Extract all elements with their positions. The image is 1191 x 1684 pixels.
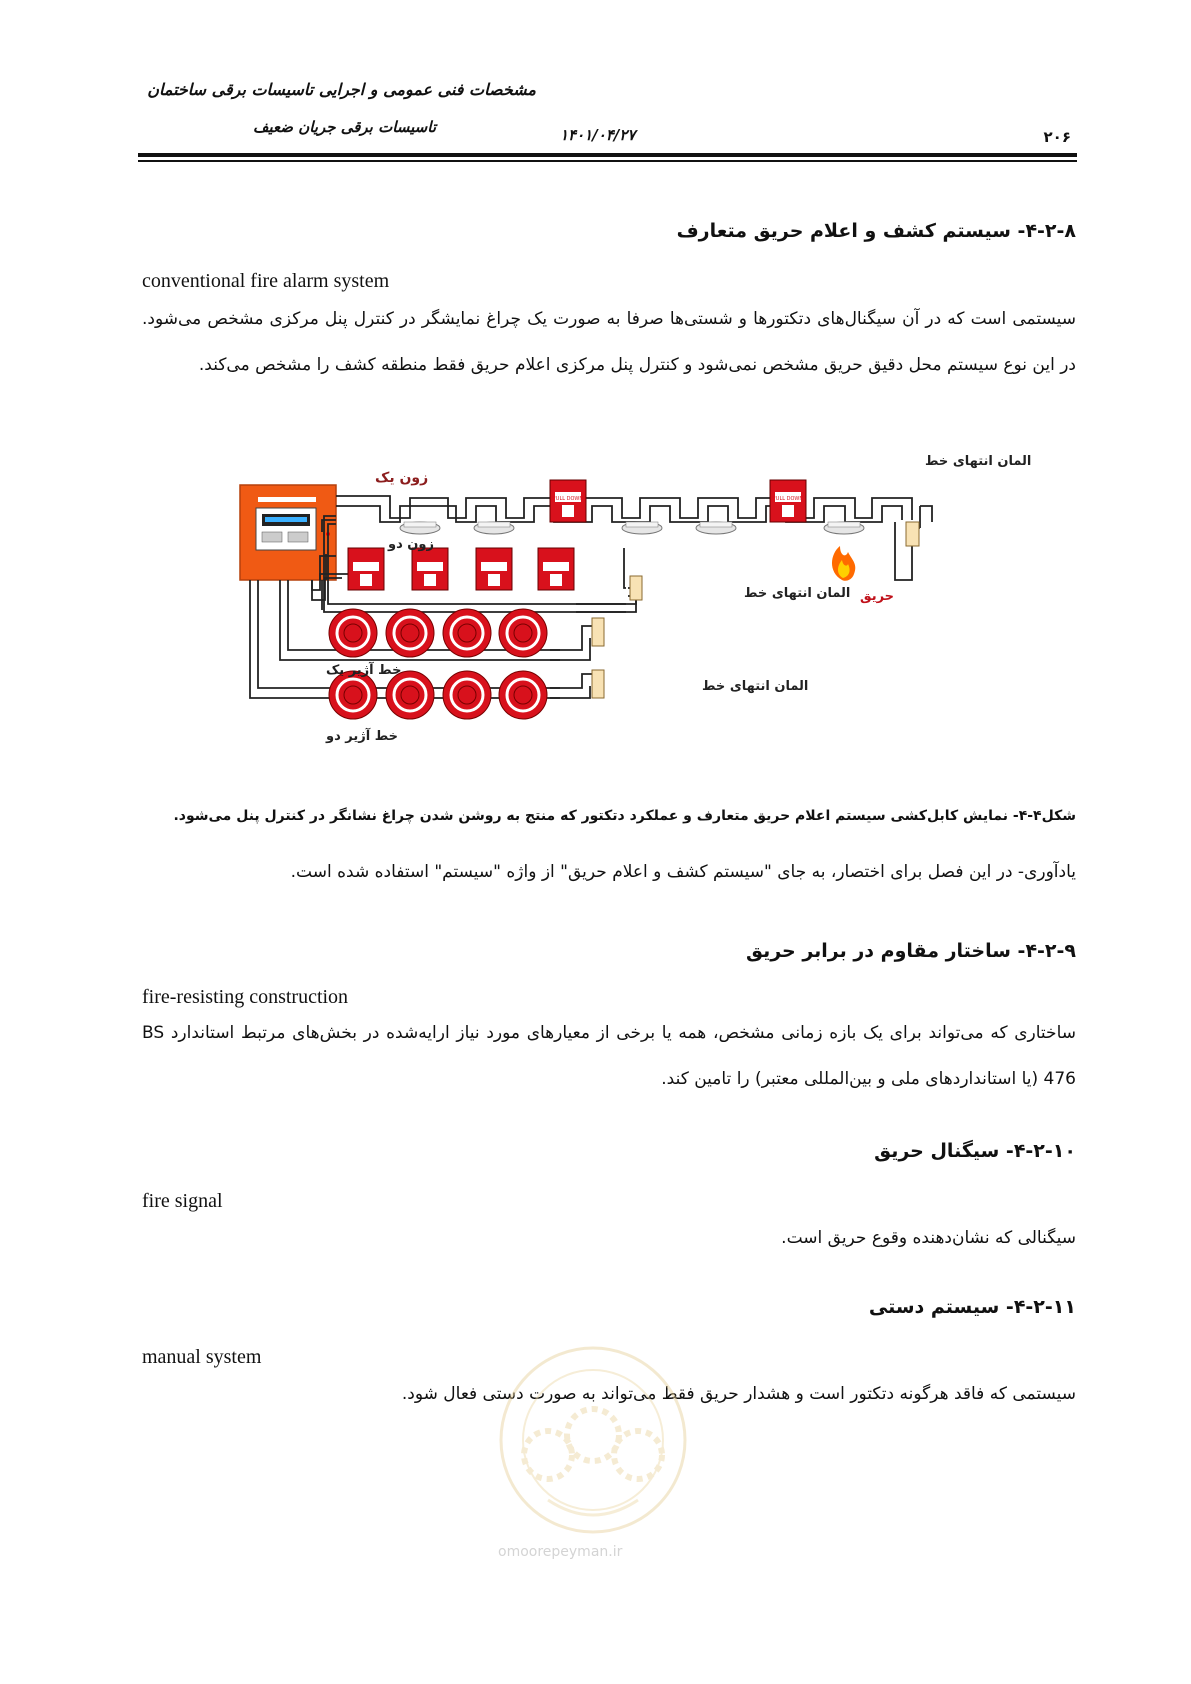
section-heading: ۴-۲-۹- ساختار مقاوم در برابر حریق bbox=[745, 940, 1076, 962]
watermark-text: omoorepeyman.ir bbox=[498, 1544, 623, 1560]
manual-call-point-icon bbox=[770, 480, 806, 522]
end-of-line-label: المان انتهای خط bbox=[744, 586, 851, 601]
section-heading: ۴-۲-۸- سیستم کشف و اعلام حریق متعارف bbox=[676, 220, 1076, 242]
zone-one-devices bbox=[400, 480, 919, 546]
smoke-detector-icon bbox=[622, 522, 662, 534]
book-title: مشخصات فنی عمومی و اجرایی تاسیسات برقی ساختمان bbox=[147, 80, 536, 99]
end-of-line-resistor-icon bbox=[630, 576, 642, 600]
header-rule-thin bbox=[138, 160, 1077, 162]
smoke-detector-icon bbox=[474, 522, 514, 534]
zone-one-label: زون یک bbox=[375, 470, 429, 486]
section-body: ساختاری که می‌تواند برای یک بازه زمانی مشخص، همه یا برخی از معیارهای مورد نیاز ارایه‌شده در بخش‌های مرتبط استاندارد BS 476 (یا استانداردهای ملی و بین‌المللی معتبر) را تامین کند. bbox=[142, 1023, 1076, 1089]
watermark-seal-icon bbox=[488, 1340, 698, 1540]
end-of-line-resistor-icon bbox=[592, 618, 604, 646]
manual-call-point-icon bbox=[348, 548, 384, 590]
mcp-label: FULL DOWN bbox=[772, 496, 804, 502]
manual-call-point-icon bbox=[550, 480, 586, 522]
note-text: یادآوری- در این فصل برای اختصار، به جای "سیستم کشف و اعلام حریق" از واژه "سیستم" استفاده شده است. bbox=[290, 862, 1076, 882]
manual-call-point-icon bbox=[412, 548, 448, 590]
smoke-detector-icon bbox=[696, 522, 736, 534]
manual-call-point-icon bbox=[538, 548, 574, 590]
fire-flame-icon bbox=[832, 546, 855, 581]
zone-two-devices bbox=[348, 548, 642, 600]
english-term: fire-resisting construction bbox=[142, 986, 349, 1008]
siren-icon bbox=[329, 671, 377, 719]
siren-icon bbox=[329, 609, 377, 657]
smoke-detector-icon bbox=[824, 522, 864, 534]
end-of-line-resistor-icon bbox=[592, 670, 604, 698]
siren-line-one-label: خط آژیر یک bbox=[326, 663, 402, 678]
siren-icon bbox=[386, 671, 434, 719]
zone-two-label: زون دو bbox=[388, 537, 434, 552]
section-title: تاسیسات برقی جریان ضعیف bbox=[252, 118, 436, 136]
smoke-detector-icon bbox=[400, 522, 440, 534]
siren-icon bbox=[443, 671, 491, 719]
section-body: سیستمی است که در آن سیگنال‌های دتکتورها و شستی‌ها صرفا به صورت یک چراغ نمایشگر در کنترل پنل مرکزی مشخص می‌شود. در این نوع سیستم محل دقیق حریق مشخص نمی‌شود و کنترل پنل مرکزی اعلام حریق فقط منطقه کشف را مشخص می‌کند. bbox=[142, 309, 1076, 375]
english-term: manual system bbox=[142, 1346, 262, 1368]
header-date: ۱۴۰۱/۰۴/۲۷ bbox=[560, 126, 636, 144]
manual-call-point-icon bbox=[476, 548, 512, 590]
siren-icon bbox=[386, 609, 434, 657]
figure-caption: شکل۴-۴- نمایش کابل‌کشی سیستم اعلام حریق متعارف و عملکرد دتکتور که منتج به روشن شدن چراغ نشانگر در کنترل پنل می‌شود. bbox=[173, 808, 1076, 824]
section-heading: ۴-۲-۱۱- سیستم دستی bbox=[868, 1296, 1076, 1318]
fire-label: حریق bbox=[860, 589, 895, 604]
mcp-label: FULL DOWN bbox=[552, 496, 584, 502]
page-number: ۲۰۶ bbox=[1043, 128, 1071, 146]
header-rule-thick bbox=[138, 153, 1077, 157]
section-body: سیستمی که فاقد هرگونه دتکتور است و هشدار حریق فقط می‌تواند به صورت دستی فعال شود. bbox=[401, 1384, 1076, 1404]
end-of-line-label: المان انتهای خط bbox=[702, 679, 809, 694]
english-term: fire signal bbox=[142, 1190, 223, 1212]
section-body: سیگنالی که نشان‌دهنده وقوع حریق است. bbox=[781, 1228, 1076, 1248]
end-of-line-resistor-icon bbox=[906, 522, 919, 546]
siren-line-two-label: خط آژیر دو bbox=[326, 729, 399, 744]
siren-icon bbox=[499, 671, 547, 719]
end-of-line-label: المان انتهای خط bbox=[925, 454, 1032, 469]
siren-icon bbox=[499, 609, 547, 657]
section-heading: ۴-۲-۱۰- سیگنال حریق bbox=[874, 1140, 1076, 1162]
fire-alarm-wiring-diagram bbox=[230, 440, 1032, 790]
control-panel bbox=[240, 485, 336, 580]
siren-icon bbox=[443, 609, 491, 657]
english-term: conventional fire alarm system bbox=[142, 270, 390, 292]
